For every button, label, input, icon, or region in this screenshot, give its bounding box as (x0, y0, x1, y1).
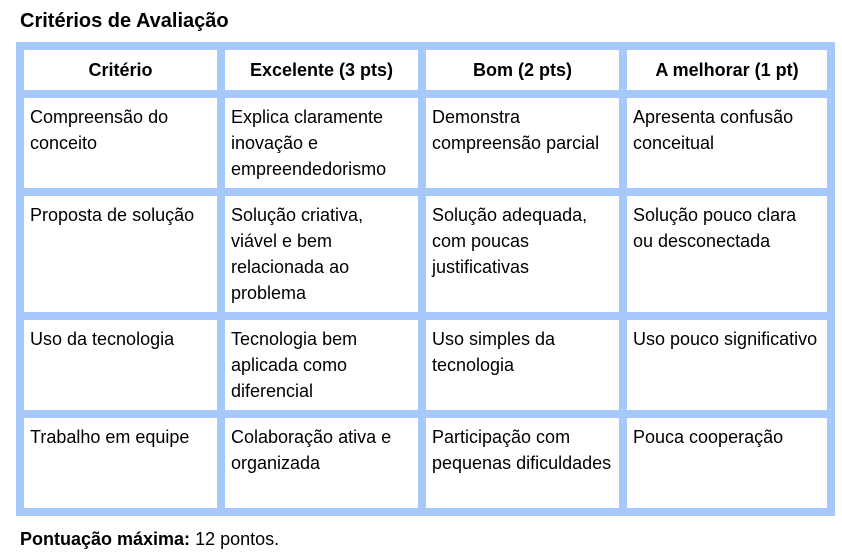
table-cell: Uso da tecnologia (20, 316, 221, 414)
table-cell: Pouca cooperação (623, 414, 831, 512)
table-header-row (20, 46, 831, 94)
table-cell: Solução adequada, com poucas justificativas (422, 192, 623, 316)
header-bom: Bom (2 pts) (422, 46, 623, 94)
table-cell: Demonstra compreensão parcial (422, 94, 623, 192)
page-title: Critérios de Avaliação (20, 10, 229, 32)
table-cell: Tecnologia bem aplicada como diferencial (221, 316, 422, 414)
table-cell: Participação com pequenas dificuldades (422, 414, 623, 512)
table-cell: Solução pouco clara ou desconectada (623, 192, 831, 316)
table-row (20, 192, 831, 316)
header-excelente: Excelente (3 pts) (221, 46, 422, 94)
table-cell: Trabalho em equipe (20, 414, 221, 512)
table-cell: Colaboração ativa e organizada (221, 414, 422, 512)
header-criterio: Critério (20, 46, 221, 94)
max-score-note (20, 527, 279, 551)
table-cell: Compreensão do conceito (20, 94, 221, 192)
max-score-label: Pontuação máxima: (20, 529, 191, 549)
table-cell: Explica claramente inovação e empreendedorismo (221, 94, 422, 192)
evaluation-rubric-table (16, 42, 835, 516)
table-row (20, 94, 831, 192)
table-row (20, 414, 831, 512)
table-cell: Solução criativa, viável e bem relacionada ao problema (221, 192, 422, 316)
table-cell: Proposta de solução (20, 192, 221, 316)
table-row (20, 316, 831, 414)
table-cell: Apresenta confusão conceitual (623, 94, 831, 192)
table-cell: Uso simples da tecnologia (422, 316, 623, 414)
max-score-value: 12 pontos. (190, 529, 280, 549)
header-a-melhorar: A melhorar (1 pt) (623, 46, 831, 94)
table-cell: Uso pouco significativo (623, 316, 831, 414)
